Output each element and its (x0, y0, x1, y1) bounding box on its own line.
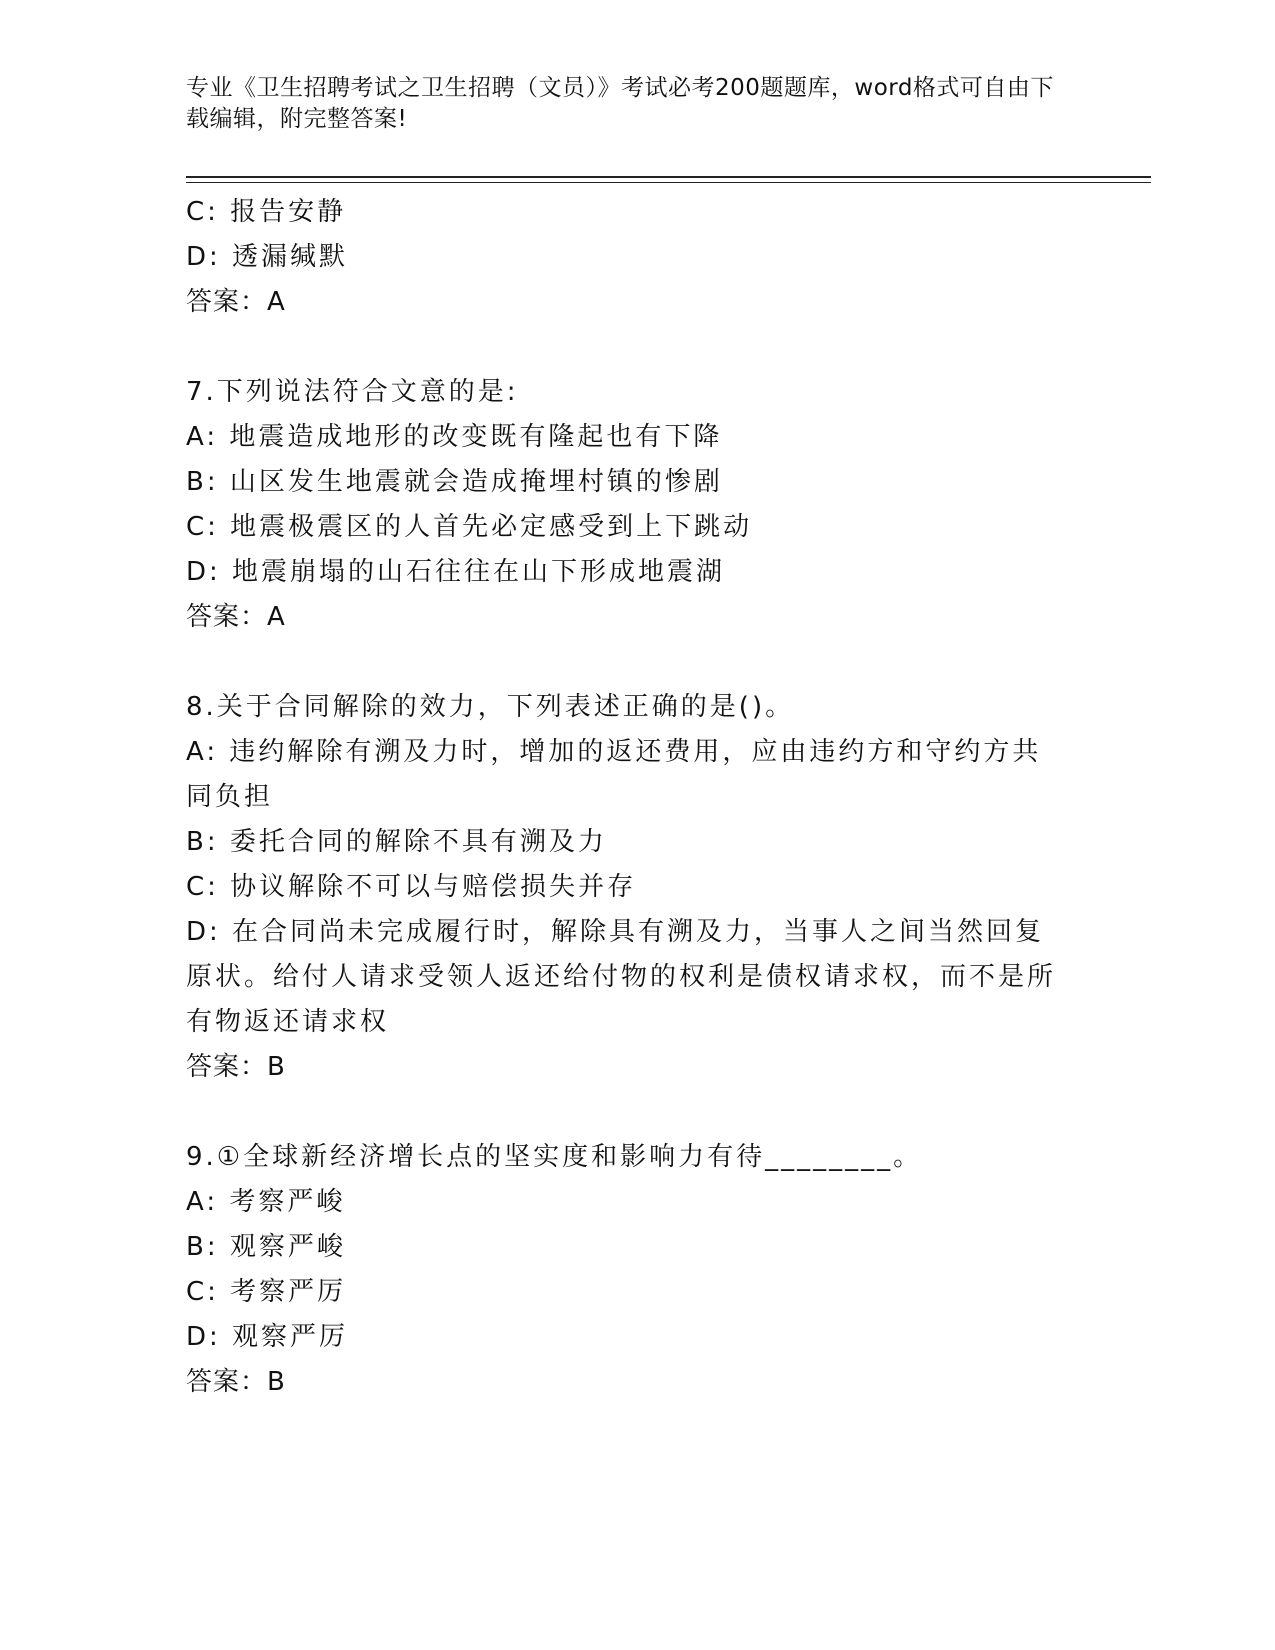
option-text: D: 观察严厉 (186, 1322, 349, 1352)
option-text: A: 考察严峻 (186, 1187, 346, 1217)
option-text: B: 山区发生地震就会造成掩埋村镇的惨剧 (186, 467, 723, 497)
spacer (186, 640, 1066, 685)
question-block (186, 685, 1066, 1090)
option-text: C: 考察严厉 (186, 1277, 347, 1307)
option-text: A: 地震造成地形的改变既有隆起也有下降 (186, 422, 723, 452)
option-text: D: 地震崩塌的山石往往在山下形成地震湖 (186, 557, 726, 587)
answer-text: 答案：A (186, 287, 286, 317)
question-stem: 8.关于合同解除的效力，下列表述正确的是()。 (186, 692, 795, 722)
option-text: C: 报告安静 (186, 197, 347, 227)
option-text: D: 透漏缄默 (186, 242, 349, 272)
answer-text: 答案：A (186, 602, 286, 632)
option-text: C: 地震极震区的人首先必定感受到上下跳动 (186, 512, 753, 542)
question-stem: 9.①全球新经济增长点的坚实度和影响力有待________。 (186, 1142, 923, 1172)
option-text: C: 协议解除不可以与赔偿损失并存 (186, 872, 637, 902)
header-divider-bottom (186, 182, 1151, 183)
answer-text: 答案：B (186, 1367, 286, 1397)
document-body (186, 190, 1066, 1405)
option-text: D: 在合同尚未完成履行时，解除具有溯及力，当事人之间当然回复原状。给付人请求受领人返还给付物的权利是债权请求权，而不是所有物返还请求权 (186, 917, 1057, 1037)
option-text: B: 委托合同的解除不具有溯及力 (186, 827, 607, 857)
answer-text: 答案：B (186, 1052, 286, 1082)
question-block (186, 1135, 1066, 1405)
spacer (186, 325, 1066, 370)
question-stem: 7.下列说法符合文意的是: (186, 377, 519, 407)
question-block (186, 370, 1066, 640)
document-header: 专业《卫生招聘考试之卫生招聘（文员）》考试必考200题题库，word格式可自由下载编辑，附完整答案! (186, 75, 1054, 132)
option-text: B: 观察严峻 (186, 1232, 346, 1262)
spacer (186, 1090, 1066, 1135)
header-divider-top (186, 176, 1151, 178)
option-text: A: 违约解除有溯及力时，增加的返还费用，应由违约方和守约方共同负担 (186, 737, 1042, 812)
